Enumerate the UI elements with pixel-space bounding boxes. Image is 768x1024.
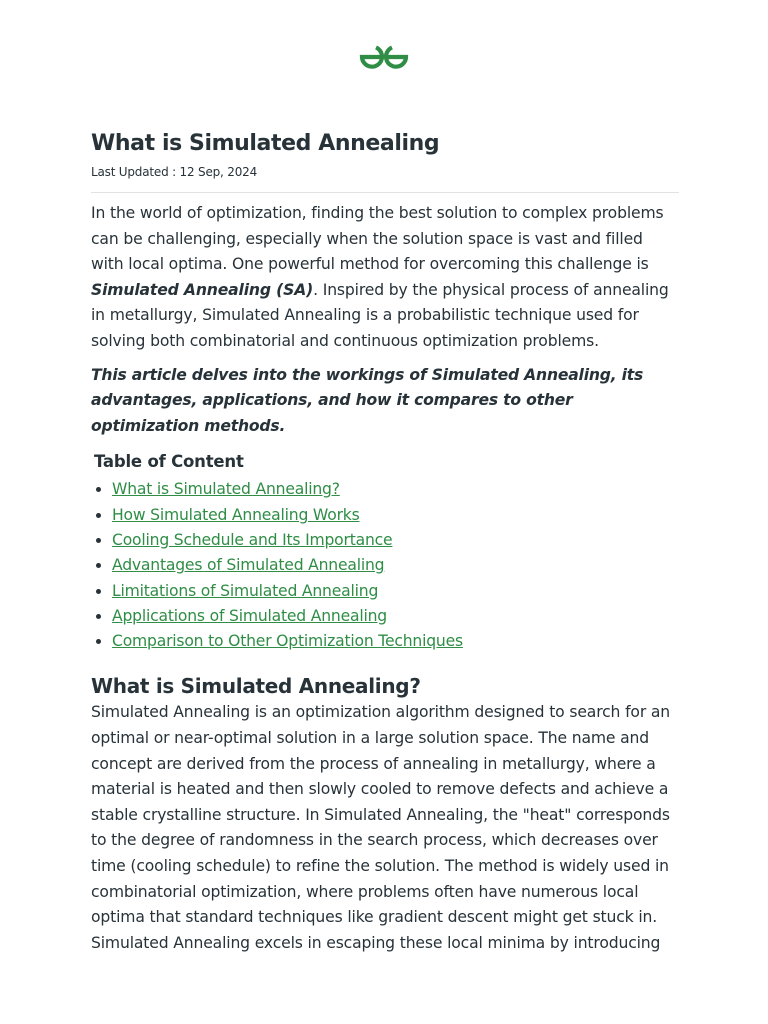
intro-summary: This article delves into the workings of Simulated Annealing, its advantages, applications, and how it compares to other optimization methods. xyxy=(91,365,644,435)
last-updated: Last Updated : 12 Sep, 2024 xyxy=(91,165,258,179)
toc-link-cooling-schedule[interactable]: Cooling Schedule and Its Importance xyxy=(112,530,393,549)
toc-link-what-is-sa[interactable]: What is Simulated Annealing? xyxy=(112,480,340,499)
toc-title: Table of Content xyxy=(94,452,244,472)
divider xyxy=(91,192,679,193)
toc-link-advantages[interactable]: Advantages of Simulated Annealing xyxy=(112,556,385,575)
table-of-contents xyxy=(91,477,679,654)
toc-link-limitations[interactable]: Limitations of Simulated Annealing xyxy=(112,581,379,600)
toc-link-comparison[interactable]: Comparison to Other Optimization Techniques xyxy=(112,632,463,651)
toc-item xyxy=(112,503,679,528)
toc-link-applications[interactable]: Applications of Simulated Annealing xyxy=(112,606,387,625)
intro-text-after: . Inspired by the physical process of annealing in metallurgy, Simulated Annealing is a probabilistic technique used for solving both combinatorial and continuous optimization problems. xyxy=(91,280,669,350)
section-paragraph: Simulated Annealing is an optimization algorithm designed to search for an optimal or near-optimal solution in a large solution space. The name and concept are derived from the process of annealing in metallurgy, where a material is heated and then slowly cooled to remove defects and achieve a stable crystalline structure. In Simulated Annealing, the "heat" corresponds to the degree of randomness in the search process, which decreases over time (cooling schedule) to refine the solution. The method is widely used in combinatorial optimization, where problems often have numerous local optima that standard techniques like gradient descent might get stuck in. Simulated Annealing excels in escaping these local minima by introducing xyxy=(91,703,671,952)
toc-item xyxy=(112,604,679,629)
toc-item xyxy=(112,553,679,578)
toc-link-how-sa-works[interactable]: How Simulated Annealing Works xyxy=(112,505,360,524)
toc-item xyxy=(112,477,679,502)
header-logo[interactable] xyxy=(0,40,768,76)
gfg-logo-icon[interactable] xyxy=(356,40,412,72)
toc-item xyxy=(112,528,679,553)
article-title: What is Simulated Annealing xyxy=(91,131,440,156)
toc-item xyxy=(112,629,679,654)
toc-item xyxy=(112,579,679,604)
article xyxy=(91,128,679,956)
section-heading: What is Simulated Annealing? xyxy=(91,674,421,699)
intro-paragraph xyxy=(91,201,679,355)
intro-text-before: In the world of optimization, finding the best solution to complex problems can be challenging, especially when the solution space is vast and filled with local optima. One powerful method for overcoming this challenge is xyxy=(91,204,664,274)
intro-term: Simulated Annealing (SA) xyxy=(91,280,314,299)
